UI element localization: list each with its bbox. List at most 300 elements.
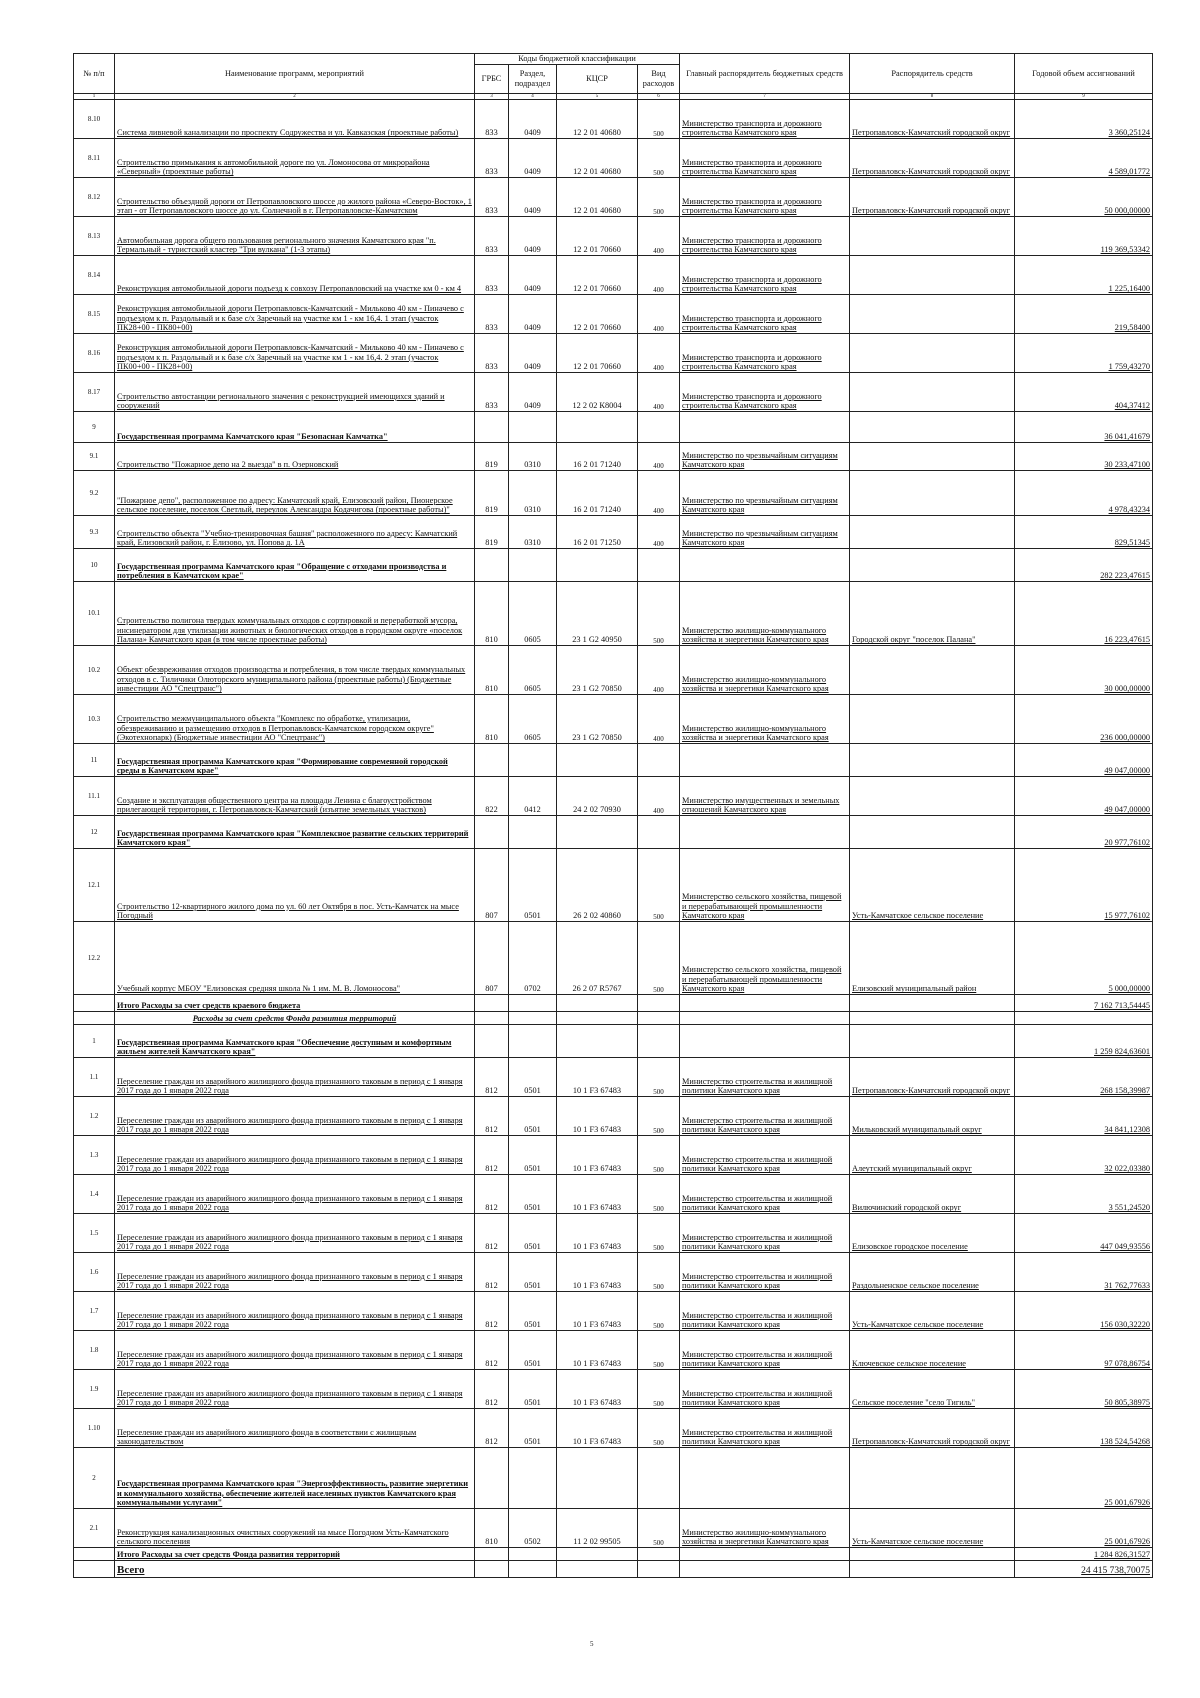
row-grbs <box>475 334 509 373</box>
row-section <box>509 295 557 334</box>
header-section: Раздел, подраздел <box>509 65 557 94</box>
row-grbs-text: 833 <box>485 323 498 333</box>
header-distributor: Распорядитель средств <box>850 54 1015 94</box>
row-kcsr-text: 10 1 F3 67483 <box>572 1437 622 1447</box>
row-name <box>115 373 475 412</box>
row-grbs <box>475 100 509 139</box>
row-main-distributor-underlined: Министерство транспорта и дорожного строительства Камчатского края <box>682 196 822 216</box>
row-grbs <box>475 412 509 443</box>
row-name-underlined: Переселение граждан из аварийного жилищного фонда признанного таковым в период с 1 января 2017 года до 1 января 2022 года <box>117 1154 463 1174</box>
row-expense-type-text: 400 <box>653 806 664 815</box>
row-grbs-text: 819 <box>485 460 498 470</box>
row-distributor-underlined: Усть-Камчатское сельское поселение <box>852 911 984 921</box>
row-number <box>74 443 115 471</box>
row-expense-type-text: 500 <box>653 1204 664 1213</box>
row-main-distributor <box>680 1509 850 1548</box>
row-expense-type <box>638 471 680 516</box>
row-kcsr <box>557 695 638 744</box>
row-section <box>509 849 557 922</box>
row-amount <box>1015 1370 1153 1409</box>
row-distributor <box>850 1561 1015 1578</box>
row-kcsr-text: 12 2 01 40680 <box>573 167 621 177</box>
row-amount <box>1015 516 1153 549</box>
row-section <box>509 256 557 295</box>
row-section <box>509 995 557 1012</box>
row-section <box>509 443 557 471</box>
row-distributor <box>850 295 1015 334</box>
row-grbs-text: 810 <box>485 635 498 645</box>
row-distributor <box>850 1448 1015 1509</box>
row-distributor <box>850 646 1015 695</box>
row-amount-underlined: 32 022,03380 <box>1104 1164 1151 1174</box>
row-name <box>115 139 475 178</box>
header-grbs: ГРБС <box>475 65 509 94</box>
row-kcsr <box>557 1253 638 1292</box>
row-expense-type <box>638 1509 680 1548</box>
row-number <box>74 744 115 777</box>
row-section-text: 0501 <box>524 1242 541 1252</box>
total-row <box>74 1548 1153 1561</box>
row-kcsr-text: 12 2 01 40680 <box>573 128 621 138</box>
row-name-underlined: Объект обезвреживания отходов производства и потребления, в том числе твердых коммунальных отходов в с. Тиличики Олюторского муниципального района (проектные работы) (Бюджетные инвестиции АО "Спецтранс") <box>117 665 466 694</box>
row-kcsr <box>557 1331 638 1370</box>
row-amount-underlined: 50 805,38975 <box>1104 1398 1151 1408</box>
budget-table-sheet <box>73 53 1152 1578</box>
row-amount <box>1015 100 1153 139</box>
table-row <box>74 516 1153 549</box>
row-number-text: 9.3 <box>89 527 99 536</box>
row-amount <box>1015 1012 1153 1025</box>
row-number-text: 1.9 <box>89 1384 99 1393</box>
row-kcsr-text: 23 1 G2 70850 <box>572 733 622 743</box>
row-expense-type <box>638 516 680 549</box>
row-grbs-text: 833 <box>485 401 498 411</box>
row-number <box>74 1097 115 1136</box>
row-distributor-underlined: Мильковский муниципальный округ <box>852 1125 982 1135</box>
row-amount-underlined: 1 284 826,31527 <box>1094 1550 1151 1560</box>
table-row <box>74 777 1153 816</box>
row-number-text: 2.1 <box>89 1523 99 1532</box>
row-expense-type-text: 500 <box>653 207 664 216</box>
row-expense-type <box>638 1025 680 1058</box>
row-main-distributor <box>680 178 850 217</box>
row-kcsr <box>557 471 638 516</box>
row-name-underlined: Государственная программа Камчатского края "Энергоэффективность, развитие энергетики и коммунального хозяйства, обеспечение жителей населенных пунктов Камчатского края коммунальными услугами" <box>117 1479 469 1508</box>
row-main-distributor-underlined: Министерство транспорта и дорожного строительства Камчатского края <box>682 274 822 294</box>
row-number <box>74 373 115 412</box>
row-name-underlined: Переселение граждан из аварийного жилищного фонда признанного таковым в период с 1 января 2017 года до 1 января 2022 года <box>117 1310 463 1330</box>
row-number <box>74 1331 115 1370</box>
row-distributor-underlined: Петропавловск-Камчатский городской округ <box>852 1437 1011 1447</box>
row-distributor-underlined: Раздольненское сельское поселение <box>852 1281 979 1291</box>
row-main-distributor <box>680 1409 850 1448</box>
row-amount <box>1015 373 1153 412</box>
row-expense-type-text: 500 <box>653 1321 664 1330</box>
row-grbs-text: 812 <box>485 1164 498 1174</box>
row-name-underlined: Государственная программа Камчатского края "Комплексное развитие сельских территорий Камчатского края" <box>117 828 469 848</box>
row-section <box>509 777 557 816</box>
row-main-distributor-underlined: Министерство транспорта и дорожного строительства Камчатского края <box>682 118 822 138</box>
row-name <box>115 549 475 582</box>
row-distributor <box>850 1370 1015 1409</box>
row-section-text: 0501 <box>524 911 541 921</box>
row-grbs <box>475 995 509 1012</box>
row-main-distributor-underlined: Министерство имущественных и земельных отношений Камчатского края <box>682 795 840 815</box>
row-distributor <box>850 1025 1015 1058</box>
section-heading-row <box>74 1012 1153 1025</box>
row-grbs <box>475 1448 509 1509</box>
row-expense-type <box>638 744 680 777</box>
row-kcsr-text: 10 1 F3 67483 <box>572 1164 622 1174</box>
row-number-text: 1.6 <box>89 1267 99 1276</box>
row-section <box>509 1253 557 1292</box>
table-row <box>74 443 1153 471</box>
row-name <box>115 443 475 471</box>
row-number <box>74 1253 115 1292</box>
row-grbs <box>475 1509 509 1548</box>
row-expense-type <box>638 646 680 695</box>
row-expense-type <box>638 816 680 849</box>
row-amount <box>1015 582 1153 646</box>
row-expense-type-text: 400 <box>653 506 664 515</box>
row-name-underlined: Государственная программа Камчатского края "Обращение с отходами производства и потребления в Камчатском крае" <box>117 561 447 581</box>
row-distributor <box>850 816 1015 849</box>
row-name <box>115 1370 475 1409</box>
header-kcsr: КЦСР <box>557 65 638 94</box>
row-name-underlined: Переселение граждан из аварийного жилищного фонда признанного таковым в период с 1 января 2017 года до 1 января 2022 года <box>117 1349 463 1369</box>
row-distributor-underlined: Сельское поселение "село Тигиль" <box>852 1398 975 1408</box>
row-kcsr <box>557 1409 638 1448</box>
row-distributor-underlined: Елизовское городское поселение <box>852 1242 968 1252</box>
row-kcsr-text: 16 2 01 71240 <box>573 505 621 515</box>
row-grbs <box>475 1548 509 1561</box>
row-number <box>74 1370 115 1409</box>
row-number <box>74 1175 115 1214</box>
row-main-distributor <box>680 1012 850 1025</box>
table-row <box>74 695 1153 744</box>
row-grbs-text: 812 <box>485 1437 498 1447</box>
row-name-underlined: "Пожарное депо", расположенное по адресу: Камчатский край, Елизовский район, Пионерское сельское поселение, поселок Светлый, переулок Александра Кодачигова (проектные работы)" <box>117 495 453 515</box>
row-expense-type-text: 500 <box>653 1399 664 1408</box>
row-amount-underlined: 25 001,67926 <box>1104 1498 1151 1508</box>
row-name-underlined: Государственная программа Камчатского края "Безопасная Камчатка" <box>117 432 388 442</box>
table-row <box>74 646 1153 695</box>
row-section-text: 0310 <box>524 505 541 515</box>
row-kcsr <box>557 178 638 217</box>
row-grbs <box>475 1253 509 1292</box>
budget-allocation-table <box>73 53 1153 1578</box>
program-row <box>74 816 1153 849</box>
row-expense-type-text: 500 <box>653 912 664 921</box>
row-name <box>115 1214 475 1253</box>
row-name <box>115 744 475 777</box>
row-kcsr <box>557 443 638 471</box>
row-expense-type <box>638 412 680 443</box>
row-name-underlined: Переселение граждан из аварийного жилищного фонда признанного таковым в период с 1 января 2017 года до 1 января 2022 года <box>117 1193 463 1213</box>
row-kcsr-text: 10 1 F3 67483 <box>572 1203 622 1213</box>
row-expense-type-text: 400 <box>653 685 664 694</box>
row-expense-type-text: 500 <box>653 1360 664 1369</box>
row-grbs-text: 812 <box>485 1125 498 1135</box>
row-kcsr <box>557 217 638 256</box>
row-name-underlined: Реконструкция канализационных очистных сооружений на мысе Погодном Усть-Камчатского сельского поселения <box>117 1527 449 1547</box>
row-number <box>74 178 115 217</box>
row-name <box>115 816 475 849</box>
row-grbs <box>475 471 509 516</box>
row-number <box>74 217 115 256</box>
table-row <box>74 849 1153 922</box>
row-name-underlined: Переселение граждан из аварийного жилищного фонда признанного таковым в период с 1 января 2017 года до 1 января 2022 года <box>117 1271 463 1291</box>
row-name <box>115 1097 475 1136</box>
row-number-text: 8.13 <box>87 231 101 240</box>
row-amount-underlined: 49 047,00000 <box>1104 766 1151 776</box>
row-grbs-text: 833 <box>485 206 498 216</box>
row-section-text: 0501 <box>524 1359 541 1369</box>
row-amount <box>1015 646 1153 695</box>
row-number-text: 1.10 <box>87 1423 101 1432</box>
row-name <box>115 412 475 443</box>
row-kcsr <box>557 1175 638 1214</box>
row-grbs <box>475 1214 509 1253</box>
row-kcsr-text: 11 2 02 99505 <box>573 1537 621 1547</box>
row-number-text: 2 <box>92 1473 96 1482</box>
table-row <box>74 1509 1153 1548</box>
row-number <box>74 1448 115 1509</box>
row-section-text: 0409 <box>524 245 541 255</box>
row-kcsr <box>557 777 638 816</box>
row-amount <box>1015 295 1153 334</box>
row-name-underlined: Государственная программа Камчатского края "Обеспечение доступным и комфортным жильем жителей Камчатского края" <box>117 1037 452 1057</box>
row-expense-type-text: 400 <box>653 734 664 743</box>
row-distributor-underlined: Петропавловск-Камчатский городской округ <box>852 167 1011 177</box>
row-amount <box>1015 1175 1153 1214</box>
row-expense-type <box>638 582 680 646</box>
row-main-distributor <box>680 744 850 777</box>
row-number <box>74 922 115 995</box>
row-distributor-underlined: Петропавловск-Камчатский городской округ <box>852 128 1011 138</box>
row-expense-type-text: 400 <box>653 539 664 548</box>
row-kcsr <box>557 1370 638 1409</box>
row-amount-underlined: 447 049,93556 <box>1100 1242 1151 1252</box>
row-main-distributor <box>680 334 850 373</box>
row-section <box>509 471 557 516</box>
row-section-text: 0605 <box>524 635 541 645</box>
row-grbs-text: 810 <box>485 684 498 694</box>
row-section <box>509 1370 557 1409</box>
row-number <box>74 1409 115 1448</box>
row-number <box>74 1561 115 1578</box>
row-name <box>115 582 475 646</box>
row-amount <box>1015 1214 1153 1253</box>
row-distributor <box>850 373 1015 412</box>
row-distributor <box>850 1175 1015 1214</box>
header-expense-type: Вид расходов <box>638 65 680 94</box>
column-number: 7 <box>680 94 850 100</box>
row-kcsr <box>557 995 638 1012</box>
row-number-text: 1.3 <box>89 1150 99 1159</box>
row-kcsr-text: 23 1 G2 70850 <box>572 684 622 694</box>
row-section-text: 0501 <box>524 1320 541 1330</box>
row-expense-type-text: 400 <box>653 402 664 411</box>
row-amount <box>1015 412 1153 443</box>
row-expense-type-text: 500 <box>653 129 664 138</box>
row-main-distributor-underlined: Министерство транспорта и дорожного строительства Камчатского края <box>682 352 822 372</box>
table-row <box>74 1331 1153 1370</box>
table-row <box>74 1370 1153 1409</box>
row-main-distributor-underlined: Министерство строительства и жилищной политики Камчатского края <box>682 1310 833 1330</box>
row-distributor <box>850 1548 1015 1561</box>
row-section <box>509 1175 557 1214</box>
row-distributor-underlined: Усть-Камчатское сельское поселение <box>852 1537 984 1547</box>
row-grbs <box>475 816 509 849</box>
row-amount-underlined: 16 223,47615 <box>1104 635 1151 645</box>
row-kcsr-text: 10 1 F3 67483 <box>572 1125 622 1135</box>
row-section <box>509 1561 557 1578</box>
row-distributor <box>850 1509 1015 1548</box>
row-section <box>509 1509 557 1548</box>
row-amount <box>1015 744 1153 777</box>
row-grbs-text: 812 <box>485 1281 498 1291</box>
row-number-text: 10.1 <box>87 609 101 618</box>
table-row <box>74 178 1153 217</box>
column-number: 2 <box>115 94 475 100</box>
row-distributor-underlined: Усть-Камчатское сельское поселение <box>852 1320 984 1330</box>
row-kcsr-text: 26 2 07 R5767 <box>572 984 622 994</box>
row-expense-type <box>638 1136 680 1175</box>
row-main-distributor <box>680 217 850 256</box>
row-main-distributor-underlined: Министерство жилищно-коммунального хозяйства и энергетики Камчатского края <box>682 1527 829 1547</box>
row-expense-type <box>638 1058 680 1097</box>
row-name-underlined: Реконструкция автомобильной дороги Петропавловск-Камчатский - Мильково 40 км - Пиначево с подъездом к п. Раздольный и к базе с/х Заречный на участке км 1 - км 16,4. 2 этап (участок ПК00+00 - ПК28+00) <box>117 343 464 372</box>
row-section-text: 0409 <box>524 362 541 372</box>
row-expense-type-text: 500 <box>653 1126 664 1135</box>
row-expense-type <box>638 1561 680 1578</box>
row-number-text: 8.15 <box>87 309 101 318</box>
row-name <box>115 1561 475 1578</box>
row-amount <box>1015 995 1153 1012</box>
row-amount <box>1015 695 1153 744</box>
table-row <box>74 1058 1153 1097</box>
row-main-distributor-underlined: Министерство по чрезвычайным ситуациям Камчатского края <box>682 528 838 548</box>
row-amount-underlined: 15 977,76102 <box>1104 911 1151 921</box>
row-amount <box>1015 1097 1153 1136</box>
row-expense-type-text: 400 <box>653 363 664 372</box>
row-grbs <box>475 849 509 922</box>
column-number: 5 <box>557 94 638 100</box>
row-name <box>115 178 475 217</box>
row-main-distributor <box>680 849 850 922</box>
row-kcsr-text: 23 1 G2 40950 <box>572 635 622 645</box>
row-name-underlined: Переселение граждан из аварийного жилищного фонда признанного таковым в период с 1 января 2017 года до 1 января 2022 года <box>117 1115 463 1135</box>
row-name-underlined: Реконструкция автомобильной дороги подъезд к совхозу Петропавловский на участке км 0 - км 4 <box>117 284 462 294</box>
row-kcsr <box>557 295 638 334</box>
row-expense-type <box>638 1214 680 1253</box>
row-main-distributor <box>680 1058 850 1097</box>
row-grbs <box>475 1331 509 1370</box>
row-number-text: 10.3 <box>87 714 101 723</box>
row-number-text: 8.10 <box>87 114 101 123</box>
row-expense-type <box>638 1331 680 1370</box>
row-name-underlined: Строительство объекта "Учебно-тренировочная башня" расположенного по адресу: Камчатский край, Елизовский район, г. Елизово, ул. Попова д. 1А <box>117 528 458 548</box>
row-distributor <box>850 1331 1015 1370</box>
row-grbs-text: 819 <box>485 538 498 548</box>
row-number <box>74 582 115 646</box>
row-amount <box>1015 471 1153 516</box>
row-grbs <box>475 178 509 217</box>
header-num: № п/п <box>74 54 115 94</box>
row-number-text: 11 <box>90 755 98 764</box>
row-kcsr <box>557 139 638 178</box>
row-main-distributor-underlined: Министерство транспорта и дорожного строительства Камчатского края <box>682 313 822 333</box>
row-main-distributor-underlined: Министерство строительства и жилищной политики Камчатского края <box>682 1115 833 1135</box>
row-number <box>74 295 115 334</box>
row-name-underlined: Реконструкция автомобильной дороги Петропавловск-Камчатский - Мильково 40 км - Пиначево с подъездом к п. Раздольный и к базе с/х Заречный на участке км 1 - км 16,4. 1 этап (участок ПК28+00 - ПК80+00) <box>117 304 464 333</box>
row-name-underlined: Строительство примыкания к автомобильной дороге по ул. Ломоносова от микрорайона «Северный» (проектные работы) <box>117 157 430 177</box>
row-grbs-text: 807 <box>485 984 498 994</box>
row-name <box>115 849 475 922</box>
row-grbs-text: 812 <box>485 1203 498 1213</box>
row-main-distributor <box>680 1331 850 1370</box>
row-main-distributor <box>680 816 850 849</box>
row-main-distributor <box>680 1292 850 1331</box>
header-codes: Коды бюджетной классификации <box>475 54 680 65</box>
column-number: 9 <box>1015 94 1153 100</box>
row-section <box>509 695 557 744</box>
row-kcsr-text: 10 1 F3 67483 <box>572 1086 622 1096</box>
row-section <box>509 1025 557 1058</box>
row-expense-type <box>638 849 680 922</box>
row-section <box>509 516 557 549</box>
row-section-text: 0501 <box>524 1437 541 1447</box>
row-number <box>74 1292 115 1331</box>
row-amount-underlined: 3 551,24520 <box>1108 1203 1151 1213</box>
row-section-text: 0501 <box>524 1125 541 1135</box>
row-number <box>74 1012 115 1025</box>
row-number <box>74 777 115 816</box>
row-number-text: 1.8 <box>89 1345 99 1354</box>
row-grbs-text: 807 <box>485 911 498 921</box>
row-name-underlined: Всего <box>117 1564 145 1577</box>
column-number: 1 <box>74 94 115 100</box>
row-name <box>115 1292 475 1331</box>
row-grbs <box>475 922 509 995</box>
row-expense-type <box>638 1370 680 1409</box>
table-row <box>74 471 1153 516</box>
row-amount-underlined: 31 762,77633 <box>1104 1281 1151 1291</box>
row-amount <box>1015 549 1153 582</box>
row-expense-type <box>638 1175 680 1214</box>
table-row <box>74 217 1153 256</box>
row-kcsr <box>557 582 638 646</box>
row-amount <box>1015 256 1153 295</box>
row-expense-type-text: 400 <box>653 285 664 294</box>
row-kcsr-text: 10 1 F3 67483 <box>572 1398 622 1408</box>
row-amount-underlined: 30 233,47100 <box>1104 460 1151 470</box>
row-main-distributor <box>680 695 850 744</box>
row-number-text: 1.2 <box>89 1111 99 1120</box>
row-distributor <box>850 178 1015 217</box>
row-distributor <box>850 1214 1015 1253</box>
row-grbs <box>475 1561 509 1578</box>
row-amount <box>1015 334 1153 373</box>
row-name <box>115 1253 475 1292</box>
row-number <box>74 334 115 373</box>
row-number-text: 8.11 <box>88 153 100 162</box>
program-row <box>74 744 1153 777</box>
row-grbs-text: 833 <box>485 167 498 177</box>
row-number <box>74 1509 115 1548</box>
row-grbs-text: 812 <box>485 1320 498 1330</box>
